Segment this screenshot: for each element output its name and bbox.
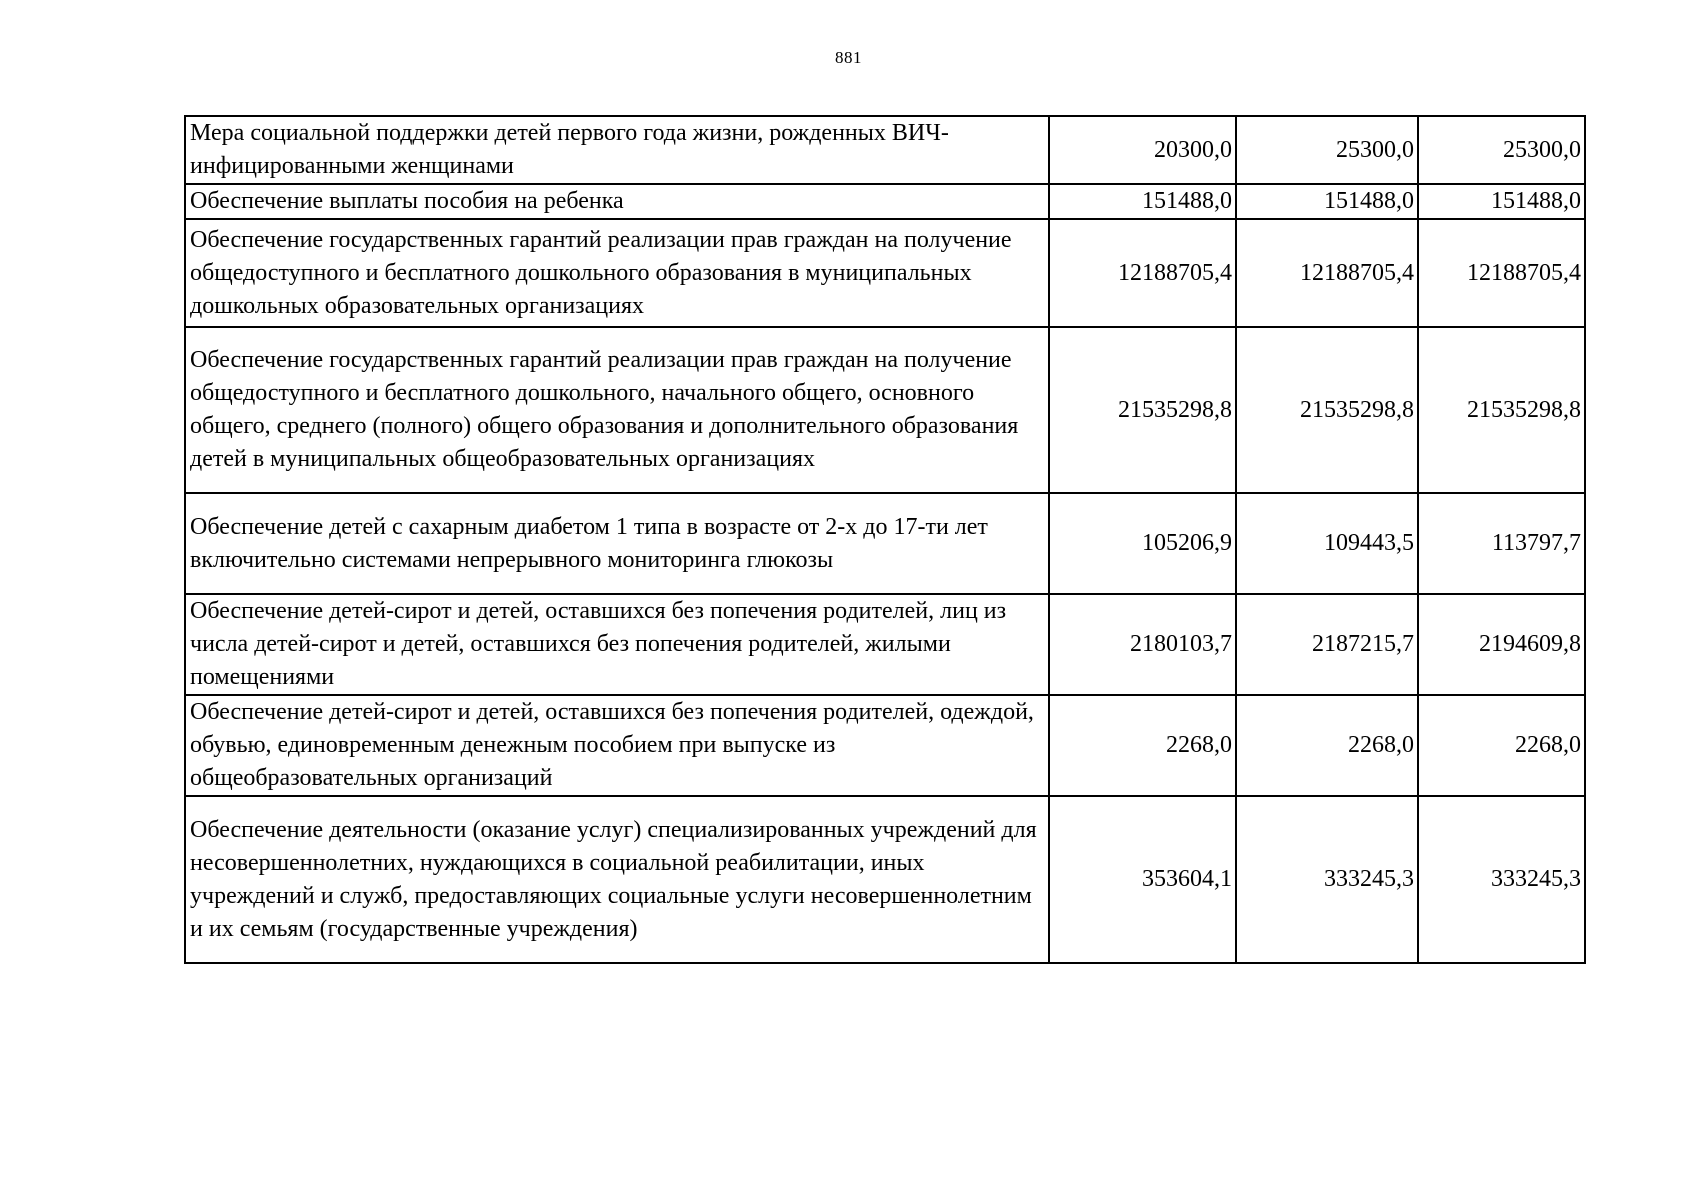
table-row [185, 327, 1585, 493]
value-cell-year-1: 21535298,8 [1049, 327, 1236, 493]
value-cell-year-3: 2194609,8 [1418, 594, 1585, 695]
table-row [185, 796, 1585, 963]
value-cell-year-3: 2268,0 [1418, 695, 1585, 796]
value-cell-year-1: 2268,0 [1049, 695, 1236, 796]
value-cell-year-1: 20300,0 [1049, 116, 1236, 184]
value-cell-year-2: 12188705,4 [1236, 219, 1418, 327]
row-description: Мера социальной поддержки детей первого года жизни, рожденных ВИЧ-инфицированными женщинами [185, 116, 1049, 184]
row-description: Обеспечение детей с сахарным диабетом 1 типа в возрасте от 2-х до 17-ти лет включительно системами непрерывного мониторинга глюкозы [185, 493, 1049, 594]
value-cell-year-3: 21535298,8 [1418, 327, 1585, 493]
table-row [185, 219, 1585, 327]
value-cell-year-1: 151488,0 [1049, 184, 1236, 219]
value-cell-year-3: 12188705,4 [1418, 219, 1585, 327]
value-cell-year-2: 333245,3 [1236, 796, 1418, 963]
row-description: Обеспечение детей-сирот и детей, оставшихся без попечения родителей, лиц из числа детей-сирот и детей, оставшихся без попечения родителей, жилыми помещениями [185, 594, 1049, 695]
row-description: Обеспечение деятельности (оказание услуг) специализированных учреждений для несовершеннолетних, нуждающихся в социальной реабилитации, иных учреждений и служб, предоставляющих социальные услуги несовершеннолетним и их семьям (государственные учреждения) [185, 796, 1049, 963]
value-cell-year-2: 2268,0 [1236, 695, 1418, 796]
value-cell-year-2: 2187215,7 [1236, 594, 1418, 695]
value-cell-year-1: 353604,1 [1049, 796, 1236, 963]
table-row [185, 116, 1585, 184]
row-description: Обеспечение выплаты пособия на ребенка [185, 184, 1049, 219]
row-description: Обеспечение детей-сирот и детей, оставшихся без попечения родителей, одеждой, обувью, единовременным денежным пособием при выпуске из общеобразовательных организаций [185, 695, 1049, 796]
page-number: 881 [835, 48, 862, 67]
value-cell-year-1: 2180103,7 [1049, 594, 1236, 695]
value-cell-year-3: 151488,0 [1418, 184, 1585, 219]
value-cell-year-3: 25300,0 [1418, 116, 1585, 184]
value-cell-year-3: 113797,7 [1418, 493, 1585, 594]
budget-table [184, 115, 1586, 964]
value-cell-year-1: 105206,9 [1049, 493, 1236, 594]
value-cell-year-2: 21535298,8 [1236, 327, 1418, 493]
value-cell-year-3: 333245,3 [1418, 796, 1585, 963]
table-row [185, 594, 1585, 695]
value-cell-year-2: 25300,0 [1236, 116, 1418, 184]
table-row [185, 493, 1585, 594]
table-row [185, 184, 1585, 219]
value-cell-year-2: 109443,5 [1236, 493, 1418, 594]
table-row [185, 695, 1585, 796]
row-description: Обеспечение государственных гарантий реализации прав граждан на получение общедоступного и бесплатного дошкольного образования в муниципальных дошкольных образовательных организациях [185, 219, 1049, 327]
value-cell-year-1: 12188705,4 [1049, 219, 1236, 327]
value-cell-year-2: 151488,0 [1236, 184, 1418, 219]
row-description: Обеспечение государственных гарантий реализации прав граждан на получение общедоступного и бесплатного дошкольного, начального общего, основного общего, среднего (полного) общего образования и дополнительного образования детей в муниципальных общеобразовательных организациях [185, 327, 1049, 493]
